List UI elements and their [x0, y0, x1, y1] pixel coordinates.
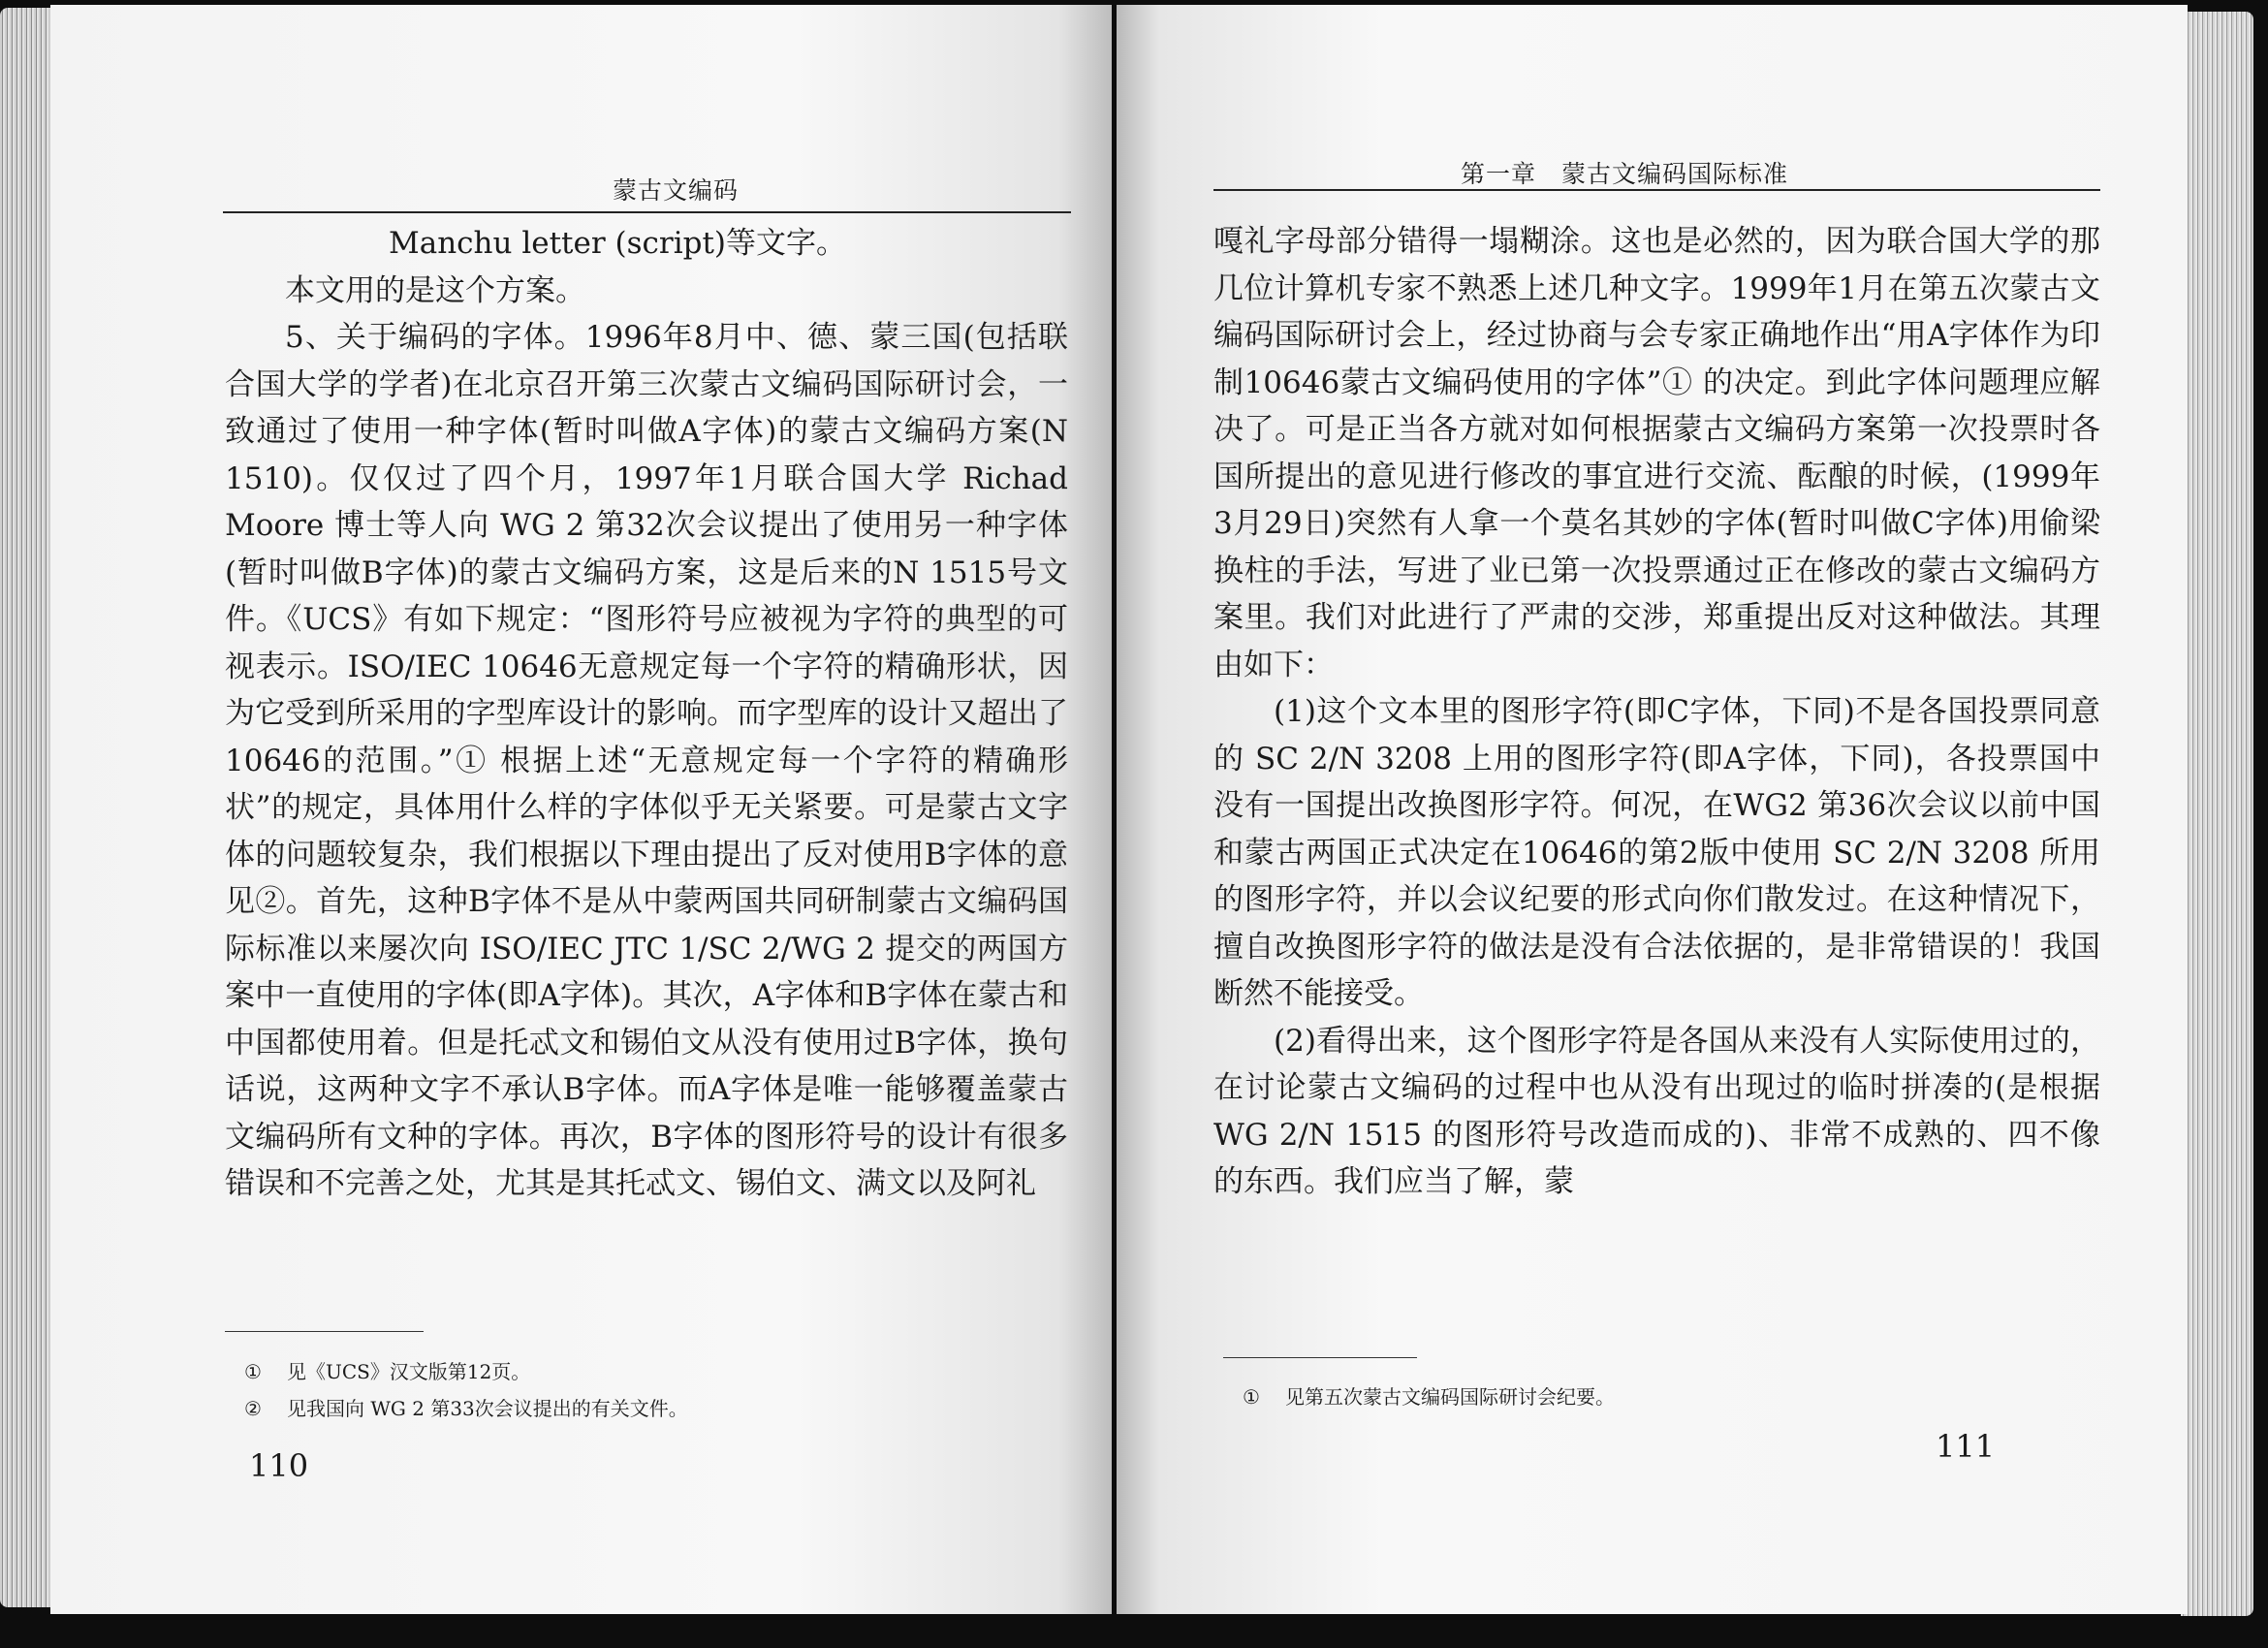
paragraph: 5、关于编码的字体。1996年8月中、德、蒙三国(包括联合国大学的学者)在北京召开第三次蒙古文编码国际研讨会，一致通过了使用一种字体(暂时叫做A字体)的蒙古文编码方案(N 1510)。仅仅过了四个月，1997年1月联合国大学 Richad Moore 博士等人向 WG 2 第32次会议提出了使用另一种字体(暂时叫做B字体)的蒙古文编码方案，这是后来的N 1515号文件。《UCS》有如下规定：“图形符号应被视为字符的典型的可视表示。ISO/IEC 10646无意规定每一个字符的精确形状，因为它受到所采用的字型库设计的影响。而字型库的设计又超出了10646的范围。”① 根据上述“无意规定每一个字符的精确形状”的规定，具体用什么样的字体似乎无关紧要。可是蒙古文字体的问题较复杂，我们根据以下理由提出了反对使用B字体的意见②。首先，这种B字体不是从中蒙两国共同研制蒙古文编码国际标准以来屡次向 ISO/IEC JTC 1/SC 2/WG 2 提交的两国方案中一直使用的字体(即A字体)。其次，A字体和B字体在蒙古和中国都使用着。但是托忒文和锡伯文从没有使用过B字体，换句话说，这两种文字不承认B字体。而A字体是唯一能够覆盖蒙古文编码所有文种的字体。再次，B字体的图形符号的设计有很多错误和不完善之处，尤其是其托忒文、锡伯文、满文以及阿礼 [225, 320, 1068, 1201]
page-number: 111 [1936, 1428, 1996, 1465]
left-page [50, 5, 1112, 1614]
running-head: 蒙古文编码 [613, 176, 740, 205]
paragraph: 嘎礼字母部分错得一塌糊涂。这也是必然的，因为联合国大学的那几位计算机专家不熟悉上述几种文字。1999年1月在第五次蒙古文编码国际研讨会上，经过协商与会专家正确地作出“用A字体作为印制10646蒙古文编码使用的字体”① 的决定。到此字体问题理应解决了。可是正当各方就对如何根据蒙古文编码方案第一次投票时各国所提出的意见进行修改的事宜进行交流、酝酿的时候，(1999年3月29日)突然有人拿一个莫名其妙的字体(暂时叫做C字体)用偷梁换柱的手法，写进了业已第一次投票通过正在修改的蒙古文编码方案里。我们对此进行了严肃的交涉，郑重提出反对这种做法。其理由如下： [1213, 224, 2100, 682]
footnote-mark: ① [1243, 1385, 1260, 1409]
running-head: 第一章 蒙古文编码国际标准 [1461, 160, 1789, 188]
footnote-text: 见第五次蒙古文编码国际研讨会纪要。 [1285, 1385, 1615, 1409]
paragraph: (1)这个文本里的图形字符(即C字体，下同)不是各国投票同意的 SC 2/N 3208 上用的图形字符(即A字体，下同)，各投票国中没有一国提出改换图形字符。何况，在WG2 第36次会议以前中国和蒙古两国正式决定在10646的第2版中使用 SC 2/N 3208 所用的图形字符，并以会议纪要的形式向你们散发过。在这种情况下，擅自改换图形字符的做法是没有合法依据的，是非常错误的！我国断然不能接受。 [1213, 694, 2100, 1011]
footnote-text: 见《UCS》汉文版第12页。 [287, 1360, 531, 1383]
footnote [244, 1356, 530, 1384]
body-text [225, 220, 1068, 1208]
footnote-rule [225, 1331, 424, 1332]
footnote [1243, 1381, 1615, 1410]
paragraph: Manchu letter (script)等文字。 [388, 226, 847, 261]
footnote [244, 1393, 688, 1421]
paragraph: 本文用的是这个方案。 [285, 272, 585, 308]
footnote-mark: ① [244, 1360, 262, 1383]
footnote-mark: ② [244, 1397, 262, 1420]
footnote-rule [1223, 1357, 1417, 1358]
footnote-text: 见我国向 WG 2 第33次会议提出的有关文件。 [287, 1397, 688, 1420]
page-number: 110 [249, 1447, 309, 1484]
body-text [1213, 218, 2100, 1206]
right-page [1117, 5, 2188, 1614]
header-rule [223, 211, 1071, 213]
header-rule [1213, 189, 2100, 191]
paragraph: (2)看得出来，这个图形字符是各国从来没有人实际使用过的，在讨论蒙古文编码的过程中也从没有出现过的临时拼凑的(是根据 WG 2/N 1515 的图形符号改造而成的)、非常不成熟的、四不像的东西。我们应当了解，蒙 [1213, 1023, 2100, 1199]
page-edges-right [2181, 12, 2253, 1616]
